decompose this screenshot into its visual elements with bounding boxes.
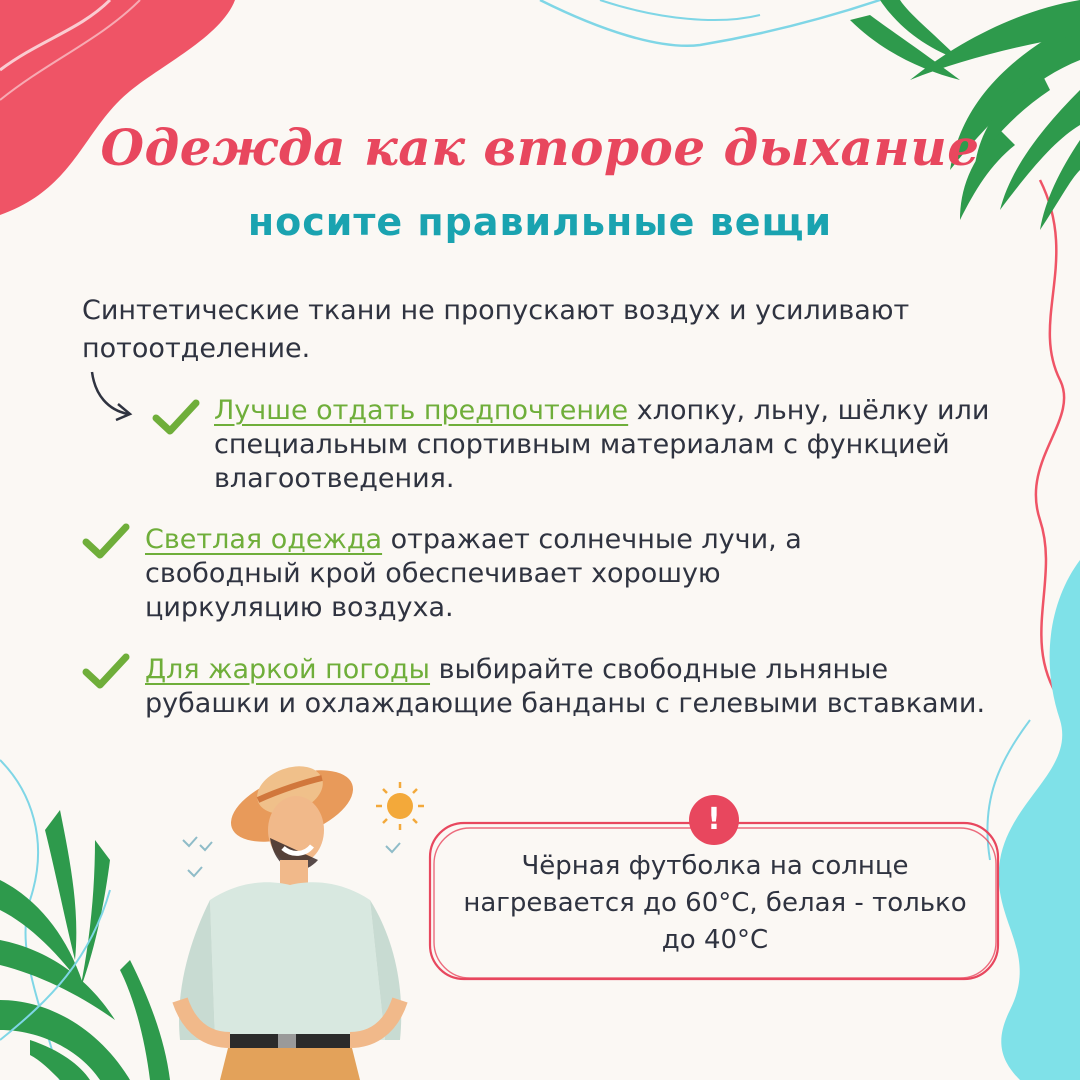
item-highlight: Лучше отдать предпочтение <box>214 395 629 426</box>
item-highlight: Светлая одежда <box>145 524 383 555</box>
pink-blob <box>0 0 235 215</box>
list-item <box>214 394 1014 496</box>
man-illustration <box>179 756 401 1080</box>
page-subtitle: носите правильные вещи <box>247 200 833 244</box>
teal-blob <box>999 560 1080 1080</box>
check-icon <box>152 398 200 438</box>
page-title: Одежда как второе дыхание <box>100 118 980 177</box>
sun-icon <box>376 782 424 830</box>
item-highlight: Для жаркой погоды <box>145 654 431 685</box>
item-text: выбирайте свободные льняные рубашки и охлаждающие банданы с гелевыми вставками. <box>145 654 986 719</box>
callout-text: Чёрная футболка на солнце нагревается до 60°С, белая - только до 40°С <box>463 851 967 955</box>
list-item <box>145 523 865 625</box>
list-item <box>145 653 995 721</box>
check-icon <box>82 652 130 692</box>
check-icon <box>82 522 130 562</box>
item-text: отражает солнечные лучи, а свободный крой обеспечивает хорошую циркуляцию воздуха. <box>145 524 802 623</box>
item-text: хлопку, льну, шёлку или специальным спортивным материалам с функцией влагоотведения. <box>214 395 990 494</box>
arrow-icon <box>92 372 130 420</box>
intro-text: Синтетические ткани не пропускают воздух и усиливают потоотделение. <box>82 295 910 364</box>
exclamation-icon: ! <box>689 795 739 845</box>
